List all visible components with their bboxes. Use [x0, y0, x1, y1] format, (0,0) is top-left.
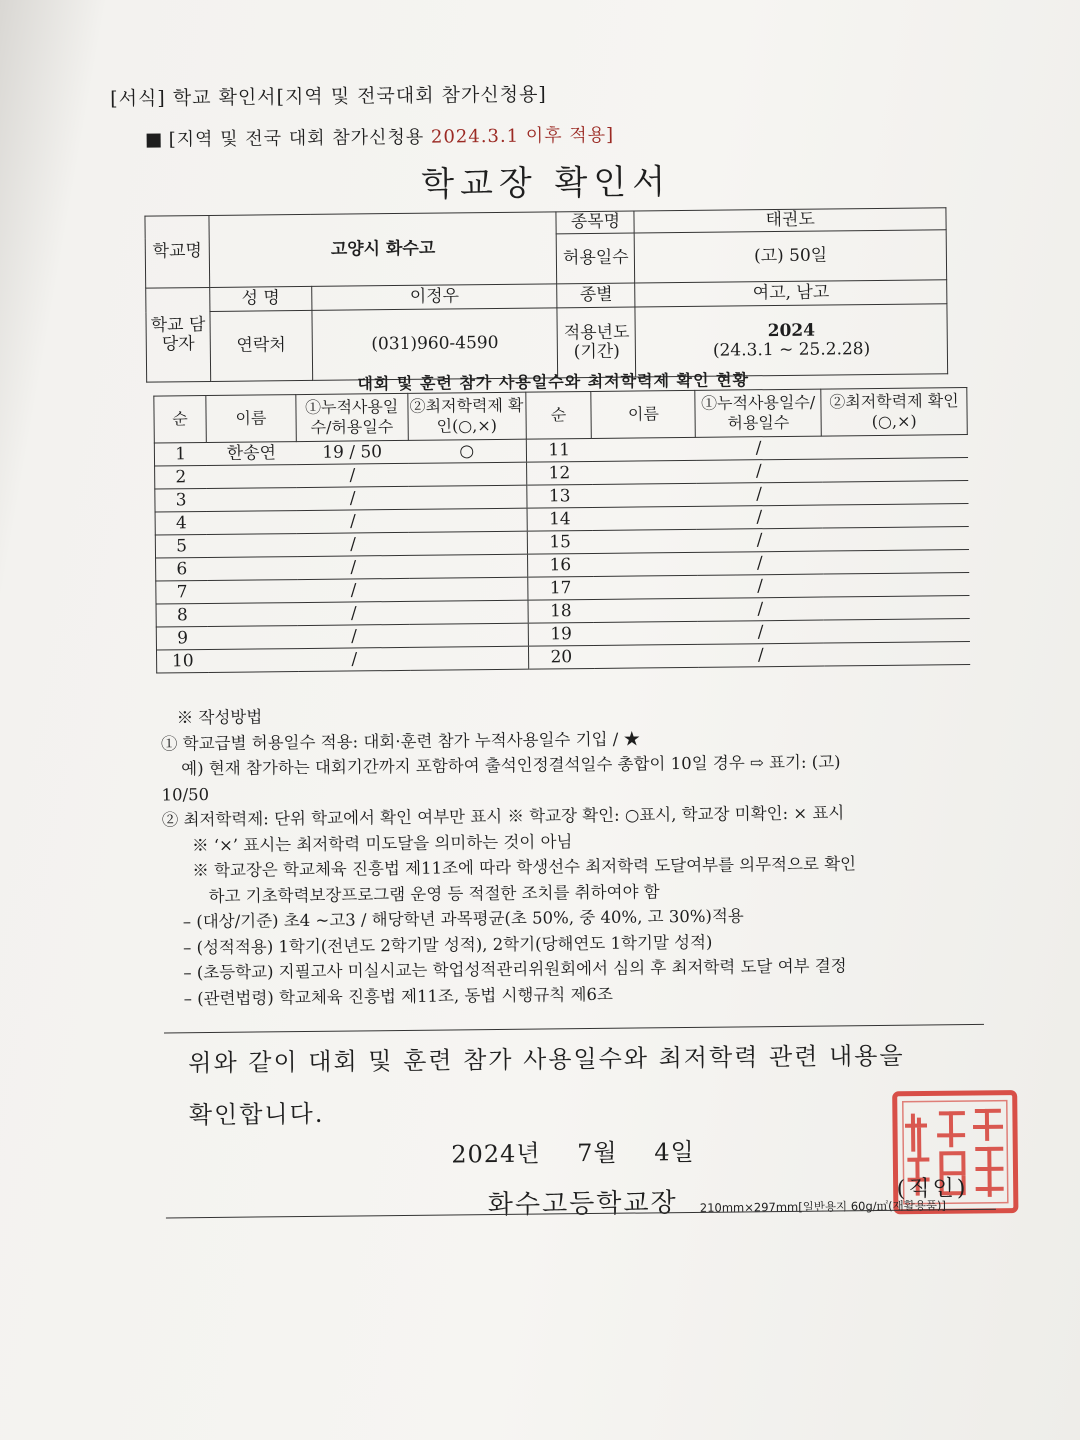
cell-no: 6: [156, 558, 208, 582]
header-days-right: ①누적사용일수/허용일수: [695, 389, 821, 437]
cell-days: /: [298, 578, 410, 602]
square-bullet-icon: [147, 133, 161, 147]
confirm-line-1: 위와 같이 대회 및 훈련 참가 사용일수와 최저학력 관련 내용을: [188, 1041, 905, 1078]
cell-name-right: [593, 529, 697, 553]
status-table-caption: 대회 및 훈련 참가 사용일수와 최저학력제 확인 현황: [357, 370, 750, 394]
cell-days-right: /: [698, 620, 824, 644]
cell-days-right: /: [696, 459, 822, 483]
cell-name-right: [592, 460, 696, 484]
cell-days: /: [298, 647, 410, 671]
cell-days-right: /: [697, 551, 823, 575]
cell-days-right: /: [698, 643, 824, 667]
cell-no: 10: [156, 650, 208, 674]
subheading-date: 2024.3.1 이후 적용]: [430, 124, 615, 148]
note-line: – (관련법령) 학교체육 진흥법 제11조, 동법 시행규칙 제6조: [183, 984, 614, 1008]
cell-name: [207, 557, 297, 581]
document: [110, 69, 980, 1221]
school-value: 고양시 화수고: [209, 212, 557, 288]
cell-name-right: [592, 437, 696, 461]
name-label: 성 명: [210, 286, 312, 311]
cell-check-right: [822, 527, 968, 552]
cell-no-right: 15: [527, 530, 593, 554]
cell-no-right: 11: [526, 438, 592, 462]
cell-check: ○: [408, 439, 526, 463]
cell-name: [207, 534, 297, 558]
note-line: ※ ‘×’ 표시는 최저학력 미도달을 의미하는 것이 아님: [191, 831, 573, 855]
writing-instructions: [161, 697, 994, 1012]
cell-check-right: [824, 642, 970, 667]
document-title: 학교장 확인서: [420, 162, 672, 205]
cell-name: [208, 580, 298, 604]
cell-check-right: [823, 573, 969, 598]
note-line: ① 학교급별 허용일수 적용: 대회·훈련 참가 누적사용일수 기입 / ★: [160, 728, 641, 754]
header-check: ②최저학력제 확인(○,×): [407, 392, 525, 440]
period-value: (24.3.1 ~ 25.2.28): [712, 338, 871, 361]
cell-name: 한송연: [206, 442, 296, 466]
header-no-right: 순: [525, 391, 591, 439]
date-day: 4일: [654, 1137, 695, 1167]
note-line: 하고 기초학력보장프로그램 운영 등 적절한 조치를 취하여야 함: [208, 881, 660, 906]
cell-days: /: [296, 463, 408, 487]
seal-label: (직인): [896, 1176, 969, 1202]
cell-days-right: /: [697, 528, 823, 552]
cell-check: [410, 623, 528, 647]
cell-check-right: [823, 596, 969, 621]
header-days: ①누적사용일수/허용일수: [296, 393, 408, 441]
cell-name: [208, 626, 298, 650]
cell-no-right: 18: [528, 599, 594, 623]
cell-name-right: [592, 483, 696, 507]
cell-check: [409, 508, 527, 532]
cell-check: [410, 600, 528, 624]
date-year: 2024년: [451, 1139, 541, 1169]
cell-check: [409, 554, 527, 578]
paper-spec: 210mm×297mm[일반용지 60g/㎡(재활용품)]: [699, 1198, 947, 1215]
gender-label: 종별: [557, 283, 635, 308]
form-subheading: [147, 121, 615, 152]
cell-name-right: [594, 621, 698, 645]
header-no: 순: [154, 396, 206, 444]
cell-name: [208, 649, 298, 673]
note-line: – (초등학교) 지필고사 미실시교는 학업성적관리위원회에서 심의 후 최저학력 도달 여부 결정: [183, 956, 847, 983]
cell-name-right: [593, 552, 697, 576]
header-name-right: 이름: [591, 390, 695, 438]
cell-check: [408, 485, 526, 509]
cell-name: [207, 465, 297, 489]
note-line: ※ 학교장은 학교체육 진흥법 제11조에 따라 학생선수 최저학력 도달여부를 의무적으로 확인: [192, 854, 857, 881]
cell-check-right: [823, 619, 969, 644]
note-line: – (성적적용) 1학기(전년도 2학기말 성적), 2학기(당해연도 1학기말 성적): [183, 932, 713, 957]
cell-no: 2: [155, 466, 207, 490]
cell-days-right: /: [696, 436, 822, 460]
note-line: 예) 현재 참가하는 대회기간까지 포함하여 출석인정결석일수 총합이 10일 경우 ⇨ 표기: (고): [181, 752, 841, 779]
note-heading: ※ 작성방법: [176, 707, 263, 728]
header-name: 이름: [206, 395, 296, 443]
header-check-right: ②최저학력제 확인(○,×): [821, 388, 967, 437]
cell-check-right: [823, 550, 969, 575]
cell-check: [410, 646, 528, 670]
cell-days-right: /: [696, 482, 822, 506]
cell-name-right: [592, 506, 696, 530]
cell-no-right: 20: [528, 645, 594, 669]
cell-check: [409, 531, 527, 555]
school-head-signature: 화수고등학교장: [487, 1188, 678, 1221]
note-line: – (대상/기준) 초4 ~고3 / 해당학년 과목평균(초 50%, 중 40%, 고 30%)적용: [182, 906, 744, 932]
cell-name: [208, 603, 298, 627]
cell-days: 19 / 50: [296, 440, 408, 464]
cell-days: /: [297, 486, 409, 510]
cell-name: [207, 511, 297, 535]
cell-no-right: 16: [527, 553, 593, 577]
sport-label: 종목명: [556, 211, 634, 234]
allowed-days-label: 허용일수: [557, 233, 635, 284]
contact-value: (031)960-4590: [312, 308, 558, 381]
cell-check-right: [822, 504, 968, 529]
school-label: 학교명: [145, 215, 210, 288]
cell-no: 9: [156, 627, 208, 651]
cell-check: [409, 577, 527, 601]
cell-days: /: [298, 601, 410, 625]
cell-days-right: /: [697, 574, 823, 598]
name-value: 이정우: [311, 284, 557, 311]
cell-check-right: [821, 435, 967, 460]
cell-days: /: [298, 624, 410, 648]
cell-name-right: [593, 598, 697, 622]
cell-name-right: [594, 644, 698, 668]
cell-days: /: [297, 532, 409, 556]
cell-days-right: /: [696, 505, 822, 529]
cell-name: [207, 488, 297, 512]
cell-check-right: [822, 458, 968, 483]
manager-label: 학교 담당자: [146, 287, 211, 382]
sport-value: 태권도: [634, 208, 946, 233]
cell-check: [408, 462, 526, 486]
cell-no: 5: [155, 535, 207, 559]
confirm-line-2: 확인합니다.: [188, 1099, 325, 1130]
gender-value: 여고, 남고: [635, 280, 947, 307]
cell-no: 8: [156, 604, 208, 628]
cell-no: 7: [156, 581, 208, 605]
cell-no-right: 12: [526, 461, 592, 485]
school-info-table: [144, 207, 948, 382]
cell-name-right: [593, 575, 697, 599]
year-value: 2024: [767, 320, 816, 341]
cell-no: 3: [155, 489, 207, 513]
cell-no-right: 14: [527, 507, 593, 531]
cell-days-right: /: [697, 597, 823, 621]
confirmation-text: [188, 1029, 989, 1141]
cell-no: 1: [154, 443, 206, 467]
year-label: 적용년도 (기간): [557, 307, 636, 378]
cell-days: /: [297, 509, 409, 533]
contact-label: 연락처: [210, 310, 313, 381]
cell-no-right: 19: [528, 622, 594, 646]
issue-date: [451, 1132, 723, 1170]
date-month: 7월: [577, 1138, 618, 1168]
cell-no: 4: [155, 512, 207, 536]
subheading-prefix: [지역 및 전국 대회 참가신청용: [168, 126, 425, 151]
cell-check-right: [822, 481, 968, 506]
allowed-days-value: (고) 50일: [635, 230, 947, 283]
cell-no-right: 13: [526, 484, 592, 508]
note-line: ② 최저학력제: 단위 학교에서 확인 여부만 표시 ※ 학교장 확인: ○표시, 학교장 미확인: × 표시: [161, 803, 845, 830]
form-heading: [서식] 학교 확인서[지역 및 전국대회 참가신청용]: [110, 83, 547, 110]
cell-no-right: 17: [527, 576, 593, 600]
cell-days: /: [297, 555, 409, 579]
participation-status-table: [153, 387, 970, 674]
note-line: 10/50: [161, 784, 210, 804]
